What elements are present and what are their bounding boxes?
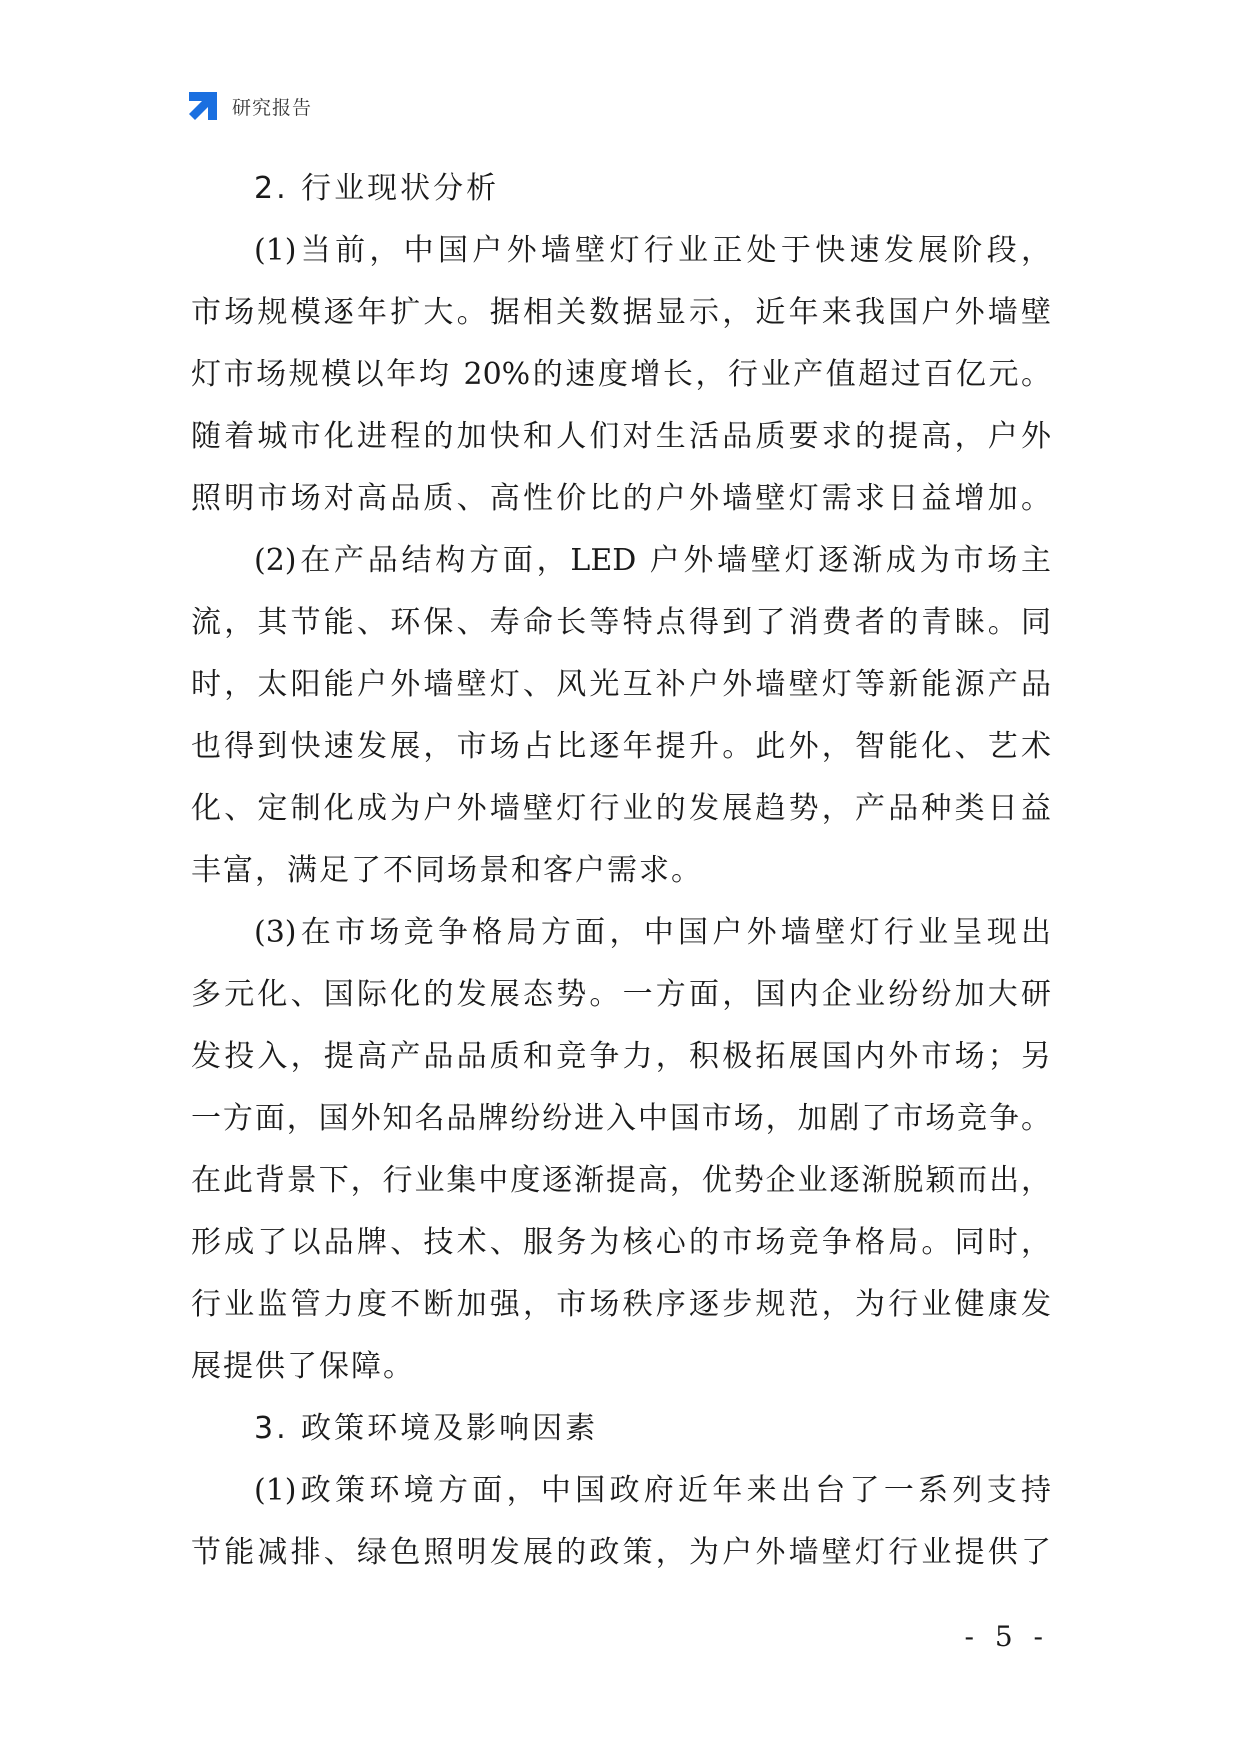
text-line: 丰富，满足了不同场景和客户需求。 bbox=[191, 853, 703, 888]
paragraph-2-1 bbox=[191, 220, 1051, 530]
text-line: 节能减排、绿色照明发展的政策，为户外墙壁灯行业提供了 bbox=[191, 1535, 1051, 1570]
text-line: 灯市场规模以年均 20%的速度增长，行业产值超过百亿元。 bbox=[191, 357, 1051, 392]
text-line: 流，其节能、环保、寿命长等特点得到了消费者的青睐。同 bbox=[191, 605, 1051, 640]
text-line: 行业监管力度不断加强，市场秩序逐步规范，为行业健康发 bbox=[191, 1287, 1051, 1322]
logo-arrow-icon bbox=[186, 89, 220, 123]
text-line: 随着城市化进程的加快和人们对生活品质要求的提高，户外 bbox=[191, 419, 1051, 454]
document-body bbox=[191, 158, 1051, 1584]
text-line: (3)在市场竞争格局方面，中国户外墙壁灯行业呈现出 bbox=[254, 915, 1051, 950]
text-line: 也得到快速发展，市场占比逐年提升。此外，智能化、艺术 bbox=[191, 729, 1051, 764]
text-line: 发投入，提高产品品质和竞争力，积极拓展国内外市场；另 bbox=[191, 1039, 1051, 1074]
section-number: 2. bbox=[254, 171, 289, 206]
text-line: 市场规模逐年扩大。据相关数据显示，近年来我国户外墙壁 bbox=[191, 295, 1051, 330]
text-line: 时，太阳能户外墙壁灯、风光互补户外墙壁灯等新能源产品 bbox=[191, 667, 1051, 702]
section-title: 政策环境及影响因素 bbox=[301, 1411, 599, 1446]
page-number: - 5 - bbox=[964, 1620, 1049, 1653]
text-line: 化、定制化成为户外墙壁灯行业的发展趋势，产品种类日益 bbox=[191, 791, 1051, 826]
paragraph-2-2 bbox=[191, 530, 1051, 902]
text-line: (2)在产品结构方面，LED 户外墙壁灯逐渐成为市场主 bbox=[254, 543, 1051, 578]
text-line: (1)当前，中国户外墙壁灯行业正处于快速发展阶段， bbox=[254, 233, 1051, 268]
text-line: 照明市场对高品质、高性价比的户外墙壁灯需求日益增加。 bbox=[191, 481, 1051, 516]
section-heading-3 bbox=[191, 1398, 1051, 1460]
section-title: 行业现状分析 bbox=[301, 171, 500, 206]
section-heading-2 bbox=[191, 158, 1051, 220]
text-line: 在此背景下，行业集中度逐渐提高，优势企业逐渐脱颖而出， bbox=[191, 1163, 1051, 1198]
text-line: 一方面，国外知名品牌纷纷进入中国市场，加剧了市场竞争。 bbox=[191, 1101, 1051, 1136]
page-header bbox=[186, 88, 312, 124]
text-line: 形成了以品牌、技术、服务为核心的市场竞争格局。同时， bbox=[191, 1225, 1051, 1260]
report-label: 研究报告 bbox=[232, 96, 313, 119]
section-number: 3. bbox=[254, 1411, 289, 1446]
text-line: (1)政策环境方面，中国政府近年来出台了一系列支持 bbox=[254, 1473, 1051, 1508]
paragraph-2-3 bbox=[191, 902, 1051, 1398]
paragraph-3-1 bbox=[191, 1460, 1051, 1584]
text-line: 多元化、国际化的发展态势。一方面，国内企业纷纷加大研 bbox=[191, 977, 1051, 1012]
text-line: 展提供了保障。 bbox=[191, 1349, 415, 1384]
